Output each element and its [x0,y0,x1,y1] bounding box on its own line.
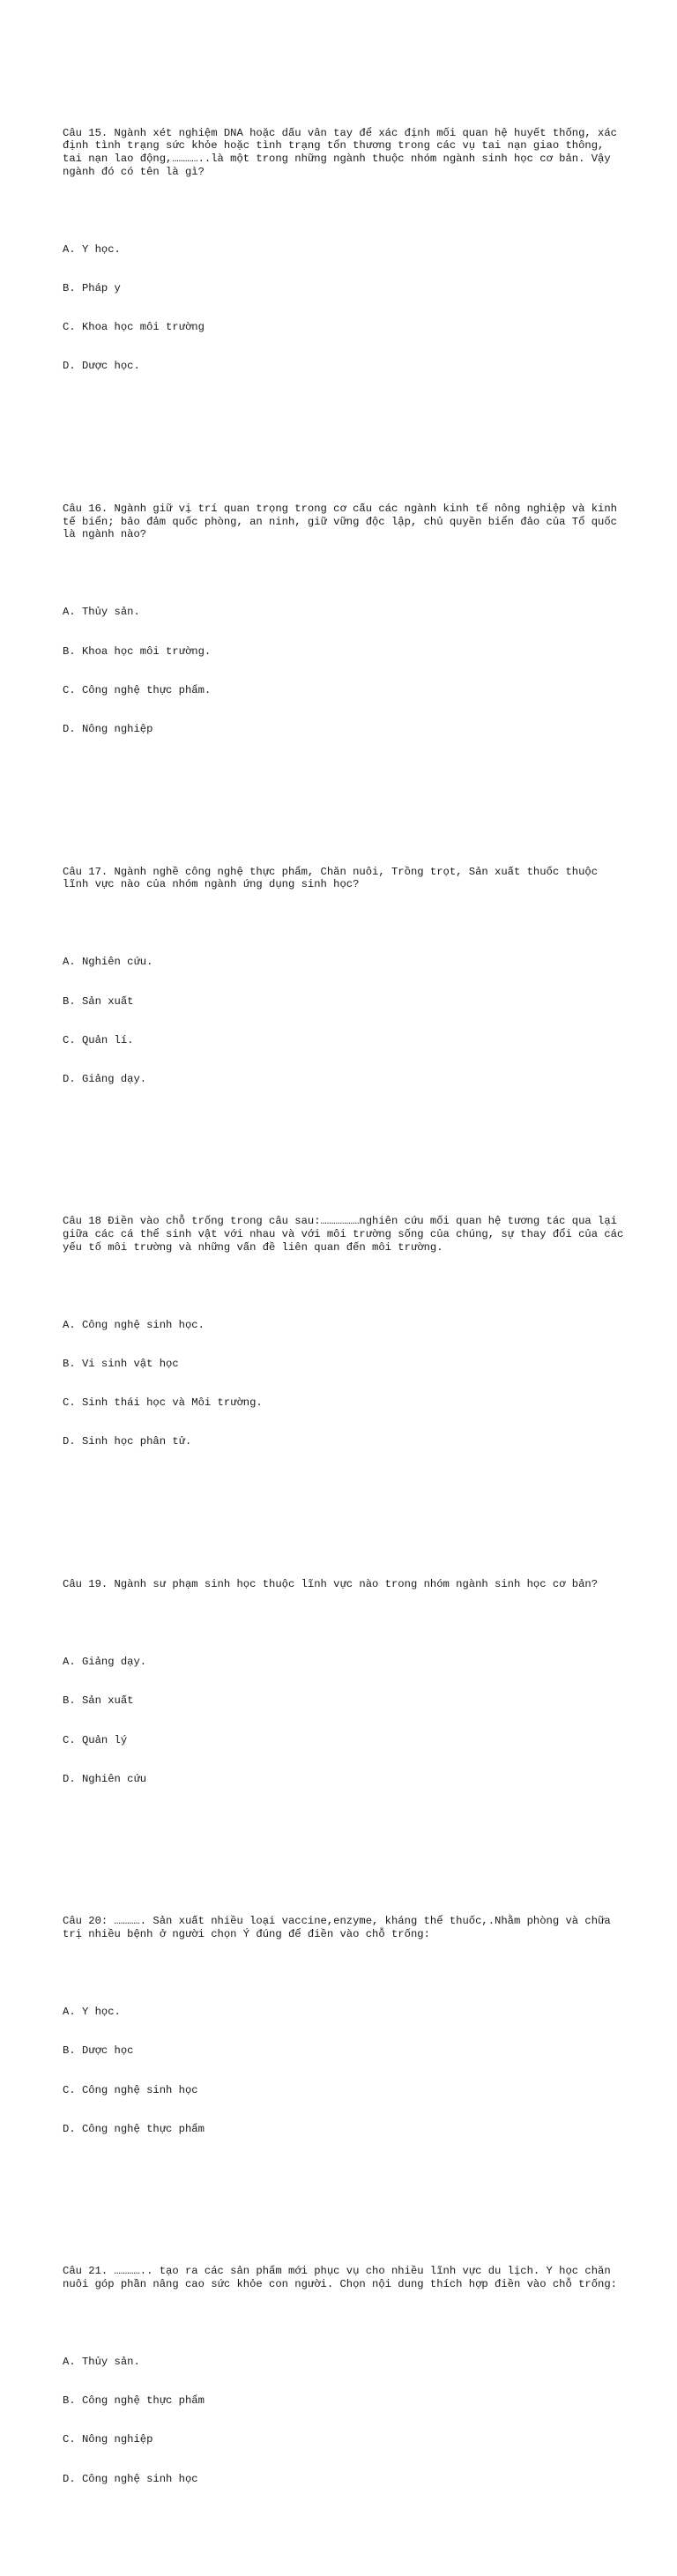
option-c: C. Công nghệ thực phẩm. [63,683,212,696]
answer-options [63,1630,627,1812]
answer-options [63,580,627,762]
option-c: C. Nông nghiệp [63,2433,153,2446]
option-d: D. Sinh học phân tử. [63,1435,192,1448]
option-c: C. Quản lí. [63,1033,134,1046]
question-16 [63,476,627,787]
answer-options [63,930,627,1112]
option-d: D. Công nghệ sinh học [63,2472,198,2485]
question-19 [63,1552,627,1837]
answer-options [63,217,627,398]
question-text: Câu 15. Ngành xét nghiệm DNA hoặc dấu vân tay để xác định mối quan hệ huyết thống, xác định tình trạng sức khỏe hoặc tình trạng tổn thương trong các vụ tai nạn giao thông, tai nạn lao động,…………..là một trong những ngành thuộc nhóm ngành sinh học cơ bản. Vậy ngành đó có tên là gì? [63,126,624,178]
option-a: A. Nghiên cứu. [63,956,153,969]
question-17 [63,839,627,1137]
option-d: D. Giảng dạy. [63,1072,147,1085]
option-c: C. Khoa học môi trường [63,321,205,334]
option-b: B. Vi sinh vật học [63,1358,179,1371]
option-b: B. Pháp y [63,281,121,294]
option-a: A. Công nghệ sinh học. [63,1319,205,1332]
option-d: D. Dược học. [63,360,140,373]
question-18 [63,1189,630,1500]
question-text: Câu 17. Ngành nghề công nghệ thực phẩm, Chăn nuôi, Trồng trọt, Sản xuất thuốc thuộc lĩnh vực nào của nhóm ngành ứng dụng sinh học? [63,865,605,891]
option-b: B. Sản xuất [63,994,134,1008]
question-20 [63,1889,627,2187]
option-b: B. Sản xuất [63,1694,134,1708]
answer-options [63,1980,627,2162]
option-b: B. Dược học [63,2044,134,2058]
question-text: Câu 20: …………. Sản xuất nhiều loại vaccine,enzyme, kháng thể thuốc,.Nhằm phòng và chữa trị nhiều bệnh ở người chọn Ý đúng để điền vào chỗ trống: [63,1915,617,1941]
question-text: Câu 19. Ngành sư phạm sinh học thuộc lĩnh vực nào trong nhóm ngành sinh học cơ bản? [63,1578,599,1591]
option-d: D. Nông nghiệp [63,722,153,735]
option-c: C. Sinh thái học và Môi trường. [63,1396,263,1410]
option-a: A. Giảng dạy. [63,1656,147,1669]
question-21 [63,2239,627,2537]
document-page [63,62,630,2576]
answer-options [63,2330,627,2512]
question-text: Câu 18 Điền vào chỗ trống trong câu sau:………………nghiên cứu mối quan hệ tương tác qua lại giữa các cá thể sinh vật với nhau và với môi trường sống của chúng, sự thay đổi của các yếu tố môi trường và những vấn đề liên quan đến môi trường. [63,1215,630,1254]
option-a: A. Thủy sản. [63,606,140,619]
option-b: B. Khoa học môi trường. [63,644,212,658]
option-d: D. Công nghệ thực phẩm [63,2122,205,2135]
option-c: C. Công nghệ sinh học [63,2083,198,2096]
answer-options [63,1293,627,1475]
question-text: Câu 16. Ngành giữ vị trí quan trọng trong cơ cấu các ngành kinh tế nông nghiệp và kinh tế biển; bảo đảm quốc phòng, an ninh, giữ vững độc lập, chủ quyền biển đảo của Tổ quốc là ngành nào? [63,502,624,541]
option-b: B. Công nghệ thực phẩm [63,2394,205,2408]
question-text: Câu 21. ………….. tạo ra các sản phẩm mới phục vụ cho nhiều lĩnh vực du lịch. Y học chăn nuôi góp phần nâng cao sức khỏe con người. Chọn nội dung thích hợp điền vào chỗ trống: [63,2265,617,2291]
option-c: C. Quản lý [63,1733,128,1746]
option-a: A. Y học. [63,242,121,256]
option-d: D. Nghiên cứu [63,1772,147,1785]
option-a: A. Thủy sản. [63,2356,140,2369]
question-15 [63,101,627,425]
option-a: A. Y học. [63,2006,121,2019]
